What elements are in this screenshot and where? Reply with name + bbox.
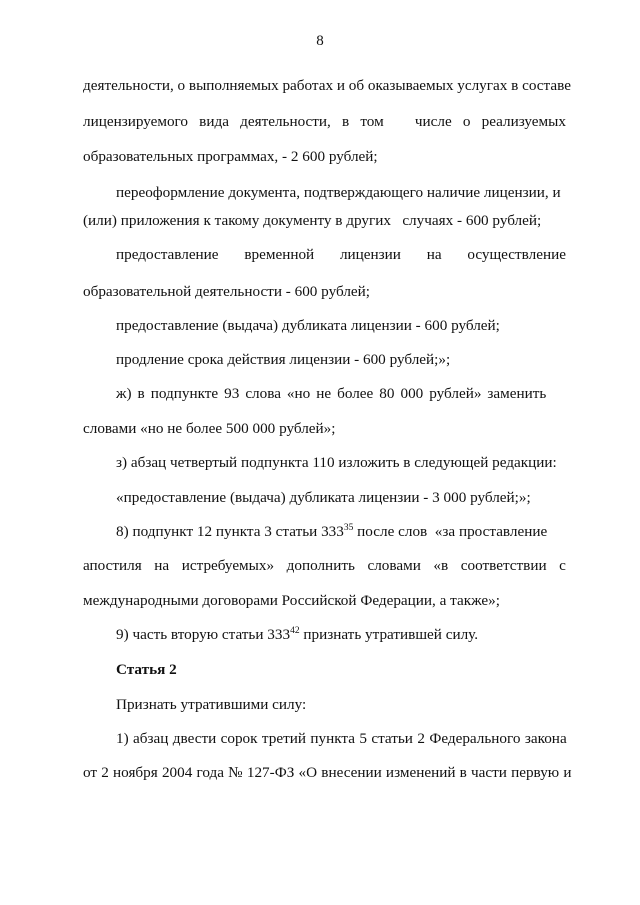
text-line-1: деятельности, о выполняемых работах и об оказываемых услугах в составе — [83, 77, 571, 94]
text-line-19: Признать утратившими силу: — [116, 696, 307, 713]
text-line-9: продление срока действия лицензии - 600 рублей;»; — [116, 351, 451, 368]
text-line-8: предоставление (выдача) дубликата лицензии - 600 рублей; — [116, 317, 500, 334]
text-line-3: образовательных программах, - 2 600 рублей; — [83, 148, 378, 165]
superscript: 42 — [290, 626, 300, 636]
text-line-17: 9) часть вторую статьи $333^{42}$ признать утратившей силу. — [116, 626, 479, 643]
superscript: 35 — [343, 523, 354, 533]
text-line-10: ж) в подпункте 93 слова «но не более 80 000 рублей» заменить — [116, 385, 547, 402]
text-line-7: образовательной деятельности - 600 рублей; — [83, 283, 370, 300]
text-line-4: переоформление документа, подтверждающего наличие лицензии, и — [116, 184, 561, 201]
text-line-6: предоставление временной лицензии на осуществление — [116, 246, 566, 263]
text-line-2: лицензируемого вида деятельности, в том числе о реализуемых — [83, 113, 566, 130]
text-line-5: (или) приложения к такому документу в других случаях - 600 рублей; — [83, 212, 542, 229]
article-heading: Статья 2 — [116, 661, 177, 678]
text-line-21: от 2 ноября 2004 года № 127-ФЗ «О внесении изменений в части первую и — [83, 764, 572, 781]
page-number: 8 — [316, 33, 324, 49]
text-line-13: «предоставление (выдача) дубликата лицензии - 3 000 рублей;»; — [116, 489, 531, 506]
text-line-14: 8) подпункт 12 пункта 3 статьи $333^{35}$ после слов «за проставление — [116, 523, 548, 540]
text-line-12: з) абзац четвертый подпункта 110 изложить в следующей редакции: — [116, 454, 557, 471]
text-line-16: международными договорами Российской Федерации, а также»; — [83, 592, 500, 609]
text-line-15: апостиля на истребуемых» дополнить словами «в соответствии с — [83, 557, 566, 574]
text-line-20: 1) абзац двести сорок третий пункта 5 статьи 2 Федерального закона — [116, 730, 567, 747]
text-line-11: словами «но не более 500 000 рублей»; — [83, 420, 336, 437]
